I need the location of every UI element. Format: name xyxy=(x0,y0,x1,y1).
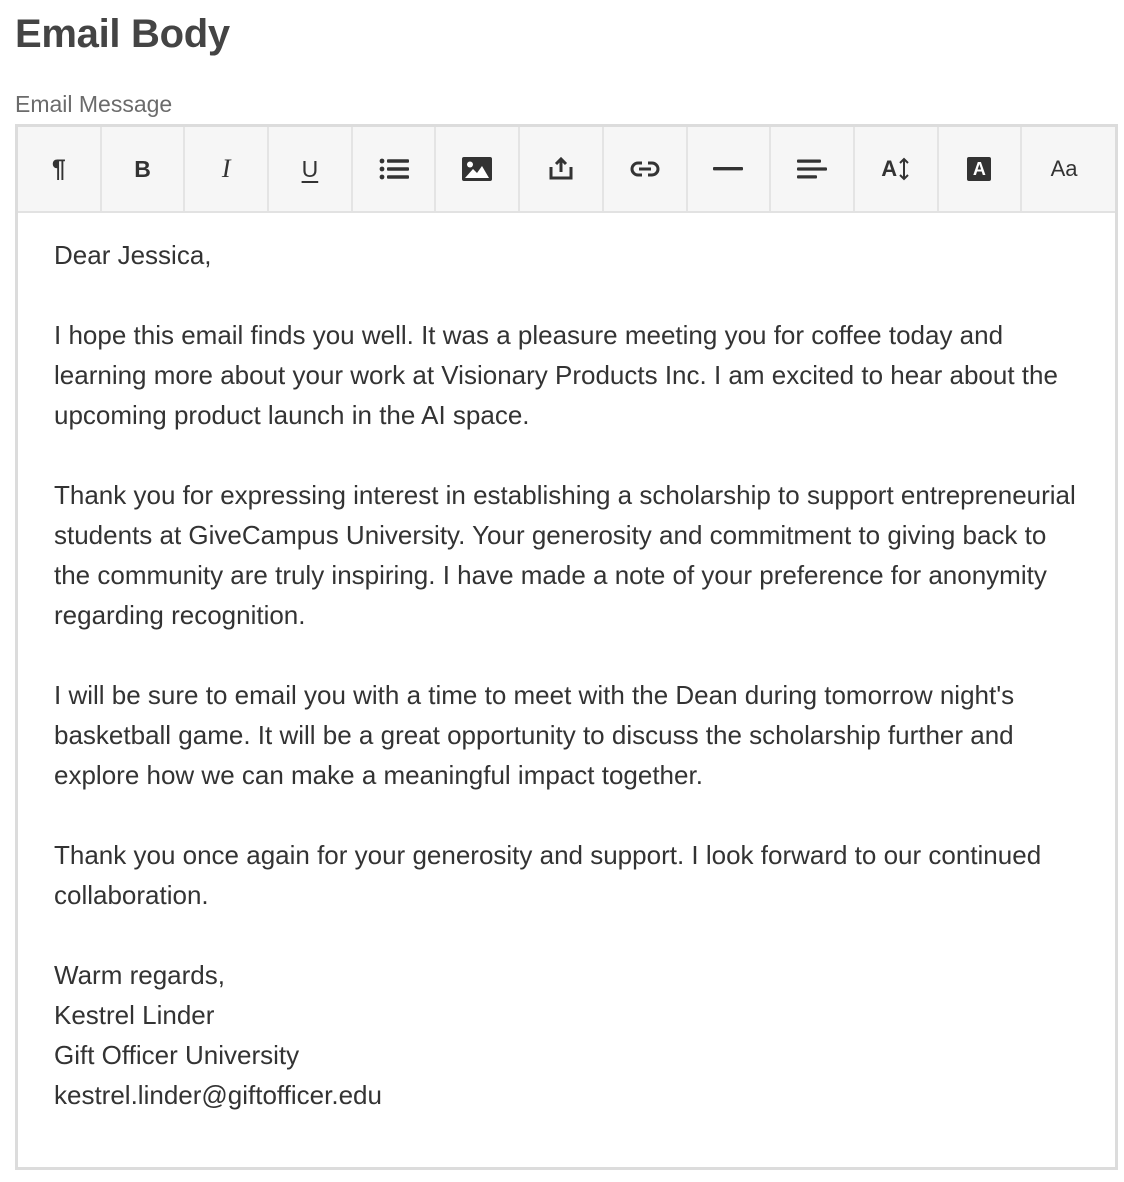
signature-title: Gift Officer University xyxy=(54,1040,300,1070)
email-paragraph: I hope this email finds you well. It was a pleasure meeting you for coffee today and learning more about your work at Visionary Products Inc. I am excited to hear about the upcoming product launch in the AI space. xyxy=(54,320,1058,430)
align-button[interactable] xyxy=(771,127,855,211)
font-family-icon: Aa xyxy=(1050,156,1078,181)
horizontal-rule-icon xyxy=(713,166,743,172)
email-paragraph: I will be sure to email you with a time to meet with the Dean during tomorrow night's basketball game. It will be a great opportunity to discuss the scholarship further and explore how we can make a meaningful impact together. xyxy=(54,680,1015,790)
italic-button[interactable] xyxy=(185,127,269,211)
font-size-icon xyxy=(881,157,910,181)
text-color-icon xyxy=(967,157,991,181)
email-paragraph: Thank you for expressing interest in establishing a scholarship to support entrepreneurial students at GiveCampus University. Your generosity and commitment to giving back to the community are truly inspiring. I have made a note of your preference for anonymity regarding recognition. xyxy=(54,480,1076,630)
italic-icon: I xyxy=(221,154,231,183)
email-signature xyxy=(54,955,1081,1115)
text-color-button[interactable] xyxy=(939,127,1023,211)
share-icon xyxy=(548,157,574,181)
email-body-editor[interactable] xyxy=(18,213,1115,1115)
link-icon xyxy=(630,160,660,178)
share-button[interactable] xyxy=(520,127,604,211)
email-greeting: Dear Jessica, xyxy=(54,240,212,270)
image-icon xyxy=(462,157,492,181)
email-message-label: Email Message xyxy=(15,91,173,117)
rich-text-editor xyxy=(15,124,1118,1170)
underline-button[interactable] xyxy=(269,127,353,211)
editor-toolbar xyxy=(18,127,1115,213)
font-size-button[interactable] xyxy=(855,127,939,211)
signature-name: Kestrel Linder xyxy=(54,1000,215,1030)
image-button[interactable] xyxy=(436,127,520,211)
horizontal-rule-button[interactable] xyxy=(688,127,772,211)
link-button[interactable] xyxy=(604,127,688,211)
list-button[interactable] xyxy=(353,127,437,211)
bold-icon: B xyxy=(134,156,151,182)
signature-closing: Warm regards, xyxy=(54,960,225,990)
align-left-icon xyxy=(797,159,827,179)
font-size-glyph: A xyxy=(881,156,898,181)
font-family-button[interactable] xyxy=(1022,127,1106,211)
page-title: Email Body xyxy=(15,12,230,56)
paragraph-button[interactable] xyxy=(18,127,102,211)
list-icon xyxy=(379,158,409,180)
underline-icon: U xyxy=(301,156,319,182)
text-color-glyph: A xyxy=(972,159,986,179)
bold-button[interactable] xyxy=(102,127,186,211)
paragraph-icon: ¶ xyxy=(51,155,66,183)
email-paragraph: Thank you once again for your generosity and support. I look forward to our continued collaboration. xyxy=(54,840,1042,910)
signature-email: kestrel.linder@giftofficer.edu xyxy=(54,1080,382,1110)
